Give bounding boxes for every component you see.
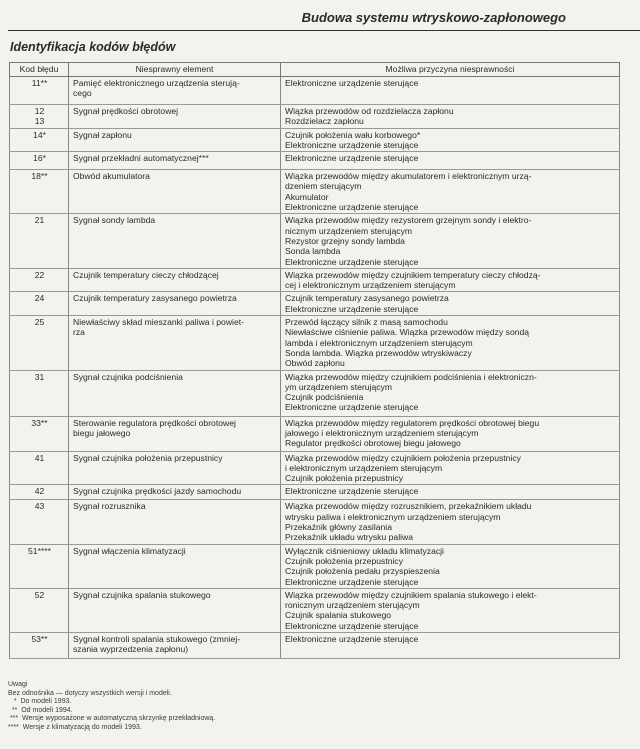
table-row <box>10 214 620 268</box>
possible-cause-line: jałowego i elektronicznym urządzeniem sterującym <box>285 427 479 438</box>
error-code: 11** <box>31 78 48 88</box>
possible-cause-line: Wiązka przewodów między regulatorem prędkości obrotowej biegu <box>285 417 540 428</box>
table-row <box>10 500 620 544</box>
possible-cause-line: Czujnik położenia przepustnicy <box>285 473 403 484</box>
possible-cause-line: Czujnik położenia przepustnicy <box>285 555 403 566</box>
faulty-element-cell <box>69 105 281 129</box>
possible-cause-line: i elektronicznym urządzeniem sterującym <box>285 462 443 473</box>
possible-cause-line: ym urządzeniem sterującym <box>285 381 392 392</box>
possible-cause-line: Czujnik spalania stukowego <box>285 610 392 621</box>
table-row <box>10 152 620 170</box>
possible-cause-line: Regulator prędkości obrotowej biegu jałowego <box>285 438 461 449</box>
possible-cause-cell <box>281 152 620 170</box>
possible-cause-cell <box>281 105 620 129</box>
error-code: 16* <box>33 153 46 164</box>
faulty-element-cell <box>69 485 281 500</box>
possible-cause-line: Elektroniczne urządzenie sterujące <box>285 620 419 631</box>
possible-cause-line: Sonda lambda. Wiązka przewodów wtryskiwaczy <box>285 347 472 358</box>
possible-cause-line: Elektroniczne urządzenie sterujące <box>285 256 419 267</box>
possible-cause-cell <box>281 316 620 370</box>
possible-cause-cell <box>281 370 620 416</box>
faulty-element-line: Czujnik temperatury zasysanego powietrza <box>73 293 237 304</box>
possible-cause-line: Przekaźnik układu wtrysku paliwa <box>285 532 414 543</box>
faulty-element-line: rza <box>73 327 85 338</box>
table-row <box>10 451 620 485</box>
possible-cause-line: Elektroniczne urządzenie sterujące <box>285 402 419 413</box>
error-code: 41 <box>34 452 45 463</box>
header-rule <box>8 30 640 31</box>
possible-cause-cell <box>281 128 620 152</box>
possible-cause-cell <box>281 588 620 632</box>
faulty-element-cell <box>69 588 281 632</box>
faulty-element-line: biegu jałowego <box>73 427 131 438</box>
possible-cause-line: Wiązka przewodów od rozdzielacza zapłonu <box>285 106 454 116</box>
possible-cause-line: dzeniem sterującym <box>285 181 362 192</box>
table-row <box>10 485 620 500</box>
faulty-element-cell <box>69 128 281 152</box>
possible-cause-cell <box>281 214 620 268</box>
faulty-element-line: Sygnał włączenia klimatyzacji <box>73 545 186 556</box>
column-header-code: Kod błędu <box>10 63 69 77</box>
faulty-element-line: Sygnał zapłonu <box>73 129 132 140</box>
table-row <box>10 416 620 451</box>
faulty-element-cell <box>69 268 281 292</box>
possible-cause-line: Elektroniczne urządzenie sterujące <box>285 486 419 497</box>
faulty-element-cell <box>69 416 281 451</box>
faulty-element-line: Sygnał przekładni automatycznej*** <box>73 153 209 164</box>
possible-cause-line: nicznym urządzeniem sterującym <box>285 225 413 236</box>
error-code-cell <box>10 370 69 416</box>
error-code-cell <box>10 588 69 632</box>
possible-cause-cell <box>281 170 620 214</box>
footnote: ** Od modeli 1994. <box>8 706 73 714</box>
faulty-element-line: Obwód akumulatora <box>73 171 150 182</box>
error-code-cell <box>10 416 69 451</box>
faulty-element-cell <box>69 292 281 316</box>
table-row <box>10 632 620 658</box>
faulty-element-cell <box>69 77 281 105</box>
error-code-cell <box>10 105 69 129</box>
table-row <box>10 128 620 152</box>
footnote: *** Wersje wyposażone w automatyczną skrzynkę przekładniową. <box>8 715 216 723</box>
table-row <box>10 370 620 416</box>
error-code-cell <box>10 214 69 268</box>
possible-cause-line: Elektroniczne urządzenie sterujące <box>285 139 419 150</box>
page-header-title: Budowa systemu wtryskowo-zapłonowego <box>301 10 566 25</box>
error-code: 14* <box>33 129 46 140</box>
possible-cause-line: Przewód łączący silnik z masą samochodu <box>285 317 448 328</box>
possible-cause-cell <box>281 544 620 588</box>
error-code-cell <box>10 316 69 370</box>
table-row <box>10 77 620 105</box>
possible-cause-line: Czujnik położenia pedału przyspieszenia <box>285 566 440 577</box>
faulty-element-cell <box>69 214 281 268</box>
table-row <box>10 588 620 632</box>
error-code-cell <box>10 500 69 544</box>
possible-cause-line: wtrysku paliwa i elektronicznym urządzeniem sterującym <box>285 511 501 522</box>
faulty-element-line: Niewłaściwy skład mieszanki paliwa i powiet- <box>73 317 244 328</box>
possible-cause-line: Rezystor grzejny sondy lambda <box>285 235 405 246</box>
possible-cause-line: Elektroniczne urządzenie sterujące <box>285 78 419 88</box>
error-code-cell <box>10 77 69 105</box>
possible-cause-line: Przekaźnik główny zasilania <box>285 522 392 533</box>
possible-cause-line: Czujnik temperatury zasysanego powietrza <box>285 293 449 304</box>
table-row <box>10 316 620 370</box>
error-code: 18** <box>31 171 48 182</box>
table-row <box>10 292 620 316</box>
error-code: 42 <box>34 486 45 497</box>
possible-cause-line: Wyłącznik ciśnieniowy układu klimatyzacji <box>285 545 444 556</box>
table-row <box>10 268 620 292</box>
section-title: Identyfikacja kodów błędów <box>10 40 176 54</box>
error-codes-table <box>9 62 620 659</box>
table-row <box>10 105 620 129</box>
error-code-cell <box>10 292 69 316</box>
possible-cause-cell <box>281 416 620 451</box>
faulty-element-cell <box>69 451 281 485</box>
column-header-cause: Możliwa przyczyna niesprawności <box>281 63 620 77</box>
possible-cause-line: cej i elektronicznym urządzeniem sterującym <box>285 280 456 291</box>
faulty-element-cell <box>69 370 281 416</box>
possible-cause-cell <box>281 268 620 292</box>
possible-cause-line: lambda i elektronicznym urządzeniem sterującym <box>285 337 473 348</box>
possible-cause-cell <box>281 500 620 544</box>
error-code: 31 <box>34 371 45 382</box>
faulty-element-line: Sygnał sondy lambda <box>73 215 156 226</box>
possible-cause-line: Wiązka przewodów między czujnikiem położenia przepustnicy <box>285 452 521 463</box>
error-code-cell <box>10 485 69 500</box>
error-code: 13 <box>34 116 45 127</box>
error-code: 43 <box>34 501 45 512</box>
faulty-element-line: Sygnał czujnika spalania stukowego <box>73 589 211 600</box>
footnote: **** Wersje z klimatyzacją do modeli 1993. <box>8 723 142 731</box>
error-code: 53** <box>31 633 48 644</box>
error-code: 52 <box>34 589 45 600</box>
possible-cause-line: Wiązka przewodów między czujnikiem spalania stukowego i elekt- <box>285 589 537 600</box>
possible-cause-line: Elektroniczne urządzenie sterujące <box>285 153 419 164</box>
faulty-element-cell <box>69 500 281 544</box>
error-code: 25 <box>34 317 45 328</box>
faulty-element-cell <box>69 544 281 588</box>
possible-cause-line: Czujnik podciśnienia <box>285 392 364 403</box>
faulty-element-line: Pamięć elektronicznego urządzenia sterują- <box>73 78 240 88</box>
error-code: 12 <box>34 106 45 116</box>
possible-cause-line: Elektroniczne urządzenie sterujące <box>285 303 419 314</box>
error-code: 21 <box>34 215 45 226</box>
possible-cause-line: Elektroniczne urządzenie sterujące <box>285 633 419 644</box>
faulty-element-cell <box>69 170 281 214</box>
error-code: 24 <box>34 293 45 304</box>
possible-cause-line: Niewłaściwe ciśnienie paliwa. Wiązka przewodów między sondą <box>285 327 530 338</box>
possible-cause-line: Wiązka przewodów między akumulatorem i elektronicznym urzą- <box>285 171 532 182</box>
faulty-element-line: Sygnał czujnika prędkości jazdy samochodu <box>73 486 242 497</box>
faulty-element-line: Czujnik temperatury cieczy chłodzącej <box>73 269 219 280</box>
faulty-element-cell <box>69 316 281 370</box>
possible-cause-line: Obwód zapłonu <box>285 358 345 369</box>
possible-cause-line: Rozdzielacz zapłonu <box>285 116 364 127</box>
faulty-element-line: Sygnał czujnika podciśnienia <box>73 371 183 382</box>
footnotes <box>8 681 215 733</box>
possible-cause-cell <box>281 632 620 658</box>
possible-cause-line: ronicznym urządzeniem sterującym <box>285 600 420 611</box>
possible-cause-cell <box>281 485 620 500</box>
table-row <box>10 170 620 214</box>
error-code-cell <box>10 128 69 152</box>
notes-heading: Uwagi <box>8 681 28 688</box>
faulty-element-line: Sygnał czujnika położenia przepustnicy <box>73 452 223 463</box>
faulty-element-line: Sygnał prędkości obrotowej <box>73 106 179 116</box>
faulty-element-line: Sygnał kontroli spalania stukowego (zmniej- <box>73 633 241 644</box>
possible-cause-line: Sonda lambda <box>285 246 341 257</box>
faulty-element-cell <box>69 152 281 170</box>
error-code-cell <box>10 170 69 214</box>
possible-cause-line: Wiązka przewodów między czujnikiem podciśnienia i elektroniczn- <box>285 371 537 382</box>
footnote: * Do modeli 1993. <box>8 698 72 706</box>
faulty-element-line: Sterowanie regulatora prędkości obrotowej <box>73 417 236 428</box>
table-header-row <box>10 63 620 77</box>
possible-cause-line: Elektroniczne urządzenie sterujące <box>285 576 419 587</box>
error-code-cell <box>10 632 69 658</box>
possible-cause-line: Czujnik położenia wału korbowego* <box>285 129 421 140</box>
error-code: 33** <box>31 417 48 428</box>
faulty-element-line: szania wyprzedzenia zapłonu) <box>73 644 189 655</box>
possible-cause-line: Wiązka przewodów między rozrusznikiem, przekaźnikiem układu <box>285 501 532 512</box>
table-row <box>10 544 620 588</box>
error-code: 51**** <box>28 545 51 556</box>
possible-cause-line: Akumulator <box>285 191 329 202</box>
faulty-element-line: cego <box>73 88 92 99</box>
faulty-element-line: Sygnał rozrusznika <box>73 501 146 512</box>
error-code-cell <box>10 451 69 485</box>
error-code-cell <box>10 544 69 588</box>
faulty-element-cell <box>69 632 281 658</box>
possible-cause-cell <box>281 77 620 105</box>
error-code-cell <box>10 152 69 170</box>
column-header-element: Niesprawny element <box>69 63 281 77</box>
possible-cause-line: Wiązka przewodów między czujnikiem temperatury cieczy chłodzą- <box>285 269 541 280</box>
possible-cause-line: Elektroniczne urządzenie sterujące <box>285 202 419 213</box>
possible-cause-line: Wiązka przewodów między rezystorem grzejnym sondy i elektro- <box>285 215 532 226</box>
possible-cause-cell <box>281 451 620 485</box>
error-code-cell <box>10 268 69 292</box>
error-code: 22 <box>34 269 45 280</box>
footnote: Bez odnośnika — dotyczy wszystkich wersji i modeli. <box>8 689 172 697</box>
possible-cause-cell <box>281 292 620 316</box>
